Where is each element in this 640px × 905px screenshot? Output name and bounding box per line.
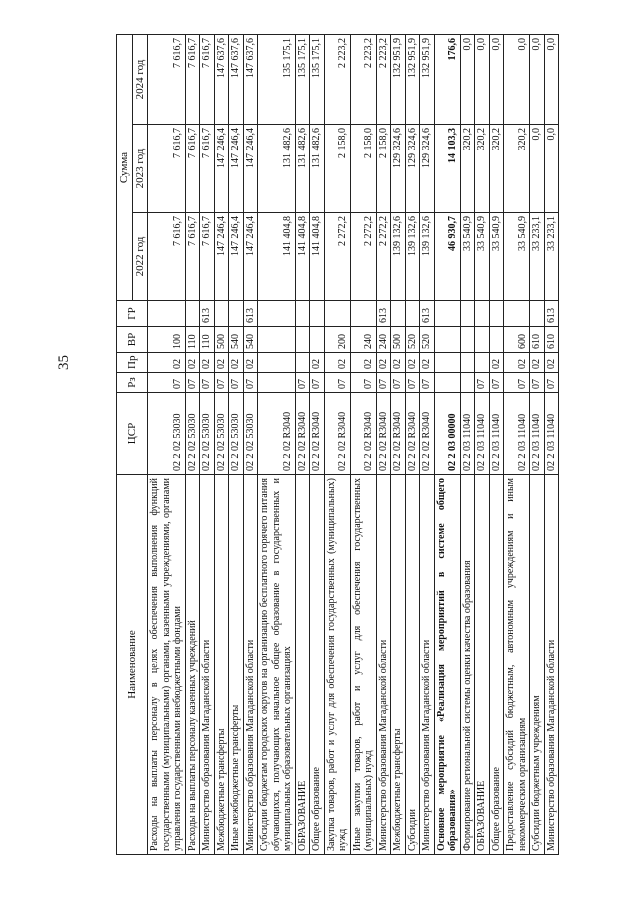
cell-gr xyxy=(405,301,420,327)
cell-pr: 02 xyxy=(420,353,435,373)
cell-2023: 7 616,7 xyxy=(148,125,186,213)
cell-gr xyxy=(460,301,475,327)
cell-vr: 500 xyxy=(391,327,406,353)
cell-pr: 02 xyxy=(200,353,215,373)
cell-rz: 07 xyxy=(405,373,420,393)
cell-2022: 7 616,7 xyxy=(200,213,215,301)
cell-name: Субсидии бюджетным учреждениям xyxy=(530,475,545,855)
cell-csr: 02 2 03 11040 xyxy=(475,393,490,475)
cell-vr xyxy=(295,327,310,353)
cell-name: Субсидии бюджетам городских округов на организацию бесплатного горячего питания обучающихся, получающих начальное общее образование в государственных и муниципальных образовательных организациях xyxy=(258,475,296,855)
budget-table-container xyxy=(116,35,614,855)
cell-vr xyxy=(434,327,460,353)
cell-2023: 131 482,6 xyxy=(295,125,310,213)
cell-pr: 02 xyxy=(489,353,504,373)
cell-vr: 610 xyxy=(544,327,559,353)
page-number: 35 xyxy=(56,355,72,370)
cell-pr: 02 xyxy=(214,353,229,373)
cell-vr xyxy=(310,327,325,353)
cell-csr: 02 2 02 R3040 xyxy=(420,393,435,475)
table-row xyxy=(200,35,215,855)
cell-rz: 07 xyxy=(391,373,406,393)
cell-csr: 02 2 02 R3040 xyxy=(258,393,296,475)
cell-csr: 02 2 03 11040 xyxy=(530,393,545,475)
table-row xyxy=(475,35,490,855)
cell-2022: 141 404,8 xyxy=(295,213,310,301)
cell-csr: 02 2 02 R3040 xyxy=(376,393,391,475)
cell-2024: 135 175,1 xyxy=(258,35,296,125)
cell-name: Межбюджетные трансферты xyxy=(214,475,229,855)
cell-pr: 02 xyxy=(530,353,545,373)
cell-rz: 07 xyxy=(350,373,376,393)
table-row xyxy=(489,35,504,855)
cell-pr xyxy=(258,353,296,373)
cell-csr: 02 2 03 00000 xyxy=(434,393,460,475)
cell-rz: 07 xyxy=(200,373,215,393)
cell-rz: 07 xyxy=(376,373,391,393)
cell-vr: 200 xyxy=(324,327,350,353)
cell-csr: 02 2 03 11040 xyxy=(489,393,504,475)
cell-2022: 147 246,4 xyxy=(243,213,258,301)
cell-2024: 176,6 xyxy=(434,35,460,125)
cell-name: Основное мероприятие «Реализация мероприятий в системе общего образования» xyxy=(434,475,460,855)
cell-rz: 07 xyxy=(489,373,504,393)
cell-2023: 147 246,4 xyxy=(243,125,258,213)
cell-csr: 02 2 02 R3040 xyxy=(391,393,406,475)
cell-pr: 02 xyxy=(148,353,186,373)
cell-csr: 02 2 03 11040 xyxy=(504,393,530,475)
header-sum: Сумма xyxy=(117,35,133,301)
cell-2022: 2 272,2 xyxy=(350,213,376,301)
header-name: Наименование xyxy=(117,475,148,855)
cell-vr xyxy=(475,327,490,353)
table-row xyxy=(214,35,229,855)
cell-2024: 0,0 xyxy=(530,35,545,125)
cell-2022: 147 246,4 xyxy=(229,213,244,301)
cell-vr: 100 xyxy=(148,327,186,353)
cell-gr xyxy=(229,301,244,327)
cell-name: Иные закупки товаров, работ и услуг для обеспечения государственных (муниципальных) нужд xyxy=(350,475,376,855)
cell-2022: 33 233,1 xyxy=(544,213,559,301)
cell-name: Министерство образования Магаданской области xyxy=(376,475,391,855)
cell-gr xyxy=(475,301,490,327)
cell-rz: 07 xyxy=(185,373,200,393)
cell-vr: 520 xyxy=(405,327,420,353)
cell-name: Формирование региональной системы оценки качества образования xyxy=(460,475,475,855)
cell-2023: 147 246,4 xyxy=(229,125,244,213)
cell-2022: 46 930,7 xyxy=(434,213,460,301)
table-row xyxy=(405,35,420,855)
cell-gr xyxy=(434,301,460,327)
cell-2023: 2 158,0 xyxy=(324,125,350,213)
table-row xyxy=(148,35,186,855)
header-rz: Рз xyxy=(117,373,148,393)
table-row xyxy=(350,35,376,855)
table-row xyxy=(530,35,545,855)
cell-rz: 07 xyxy=(420,373,435,393)
cell-csr: 02 2 02 R3040 xyxy=(310,393,325,475)
cell-vr: 540 xyxy=(229,327,244,353)
cell-vr: 110 xyxy=(200,327,215,353)
cell-2023: 2 158,0 xyxy=(350,125,376,213)
cell-2022: 33 540,9 xyxy=(504,213,530,301)
table-row xyxy=(376,35,391,855)
cell-2024: 0,0 xyxy=(489,35,504,125)
cell-2022: 33 540,9 xyxy=(475,213,490,301)
cell-2022: 7 616,7 xyxy=(185,213,200,301)
cell-csr: 02 2 02 53030 xyxy=(200,393,215,475)
cell-csr: 02 2 02 53030 xyxy=(214,393,229,475)
cell-vr: 610 xyxy=(530,327,545,353)
budget-table xyxy=(116,34,559,855)
cell-csr: 02 2 02 R3040 xyxy=(350,393,376,475)
cell-pr: 02 xyxy=(405,353,420,373)
table-row xyxy=(420,35,435,855)
cell-rz: 07 xyxy=(214,373,229,393)
cell-2022: 147 246,4 xyxy=(214,213,229,301)
cell-pr: 02 xyxy=(376,353,391,373)
cell-2024: 135 175,1 xyxy=(310,35,325,125)
table-row xyxy=(258,35,296,855)
header-year-2023: 2023 год xyxy=(132,125,148,213)
header-csr: ЦСР xyxy=(117,393,148,475)
cell-rz: 07 xyxy=(544,373,559,393)
cell-2024: 0,0 xyxy=(504,35,530,125)
cell-rz: 07 xyxy=(504,373,530,393)
table-body xyxy=(148,35,559,855)
cell-2024: 2 223,2 xyxy=(350,35,376,125)
cell-2023: 129 324,6 xyxy=(391,125,406,213)
cell-vr: 600 xyxy=(504,327,530,353)
table-row xyxy=(295,35,310,855)
cell-gr xyxy=(295,301,310,327)
cell-2022: 139 132,6 xyxy=(391,213,406,301)
cell-name: ОБРАЗОВАНИЕ xyxy=(295,475,310,855)
cell-csr: 02 2 02 R3040 xyxy=(324,393,350,475)
cell-rz xyxy=(258,373,296,393)
cell-pr xyxy=(434,353,460,373)
cell-pr xyxy=(295,353,310,373)
cell-name: Межбюджетные трансферты xyxy=(391,475,406,855)
cell-gr xyxy=(530,301,545,327)
cell-2022: 141 404,8 xyxy=(258,213,296,301)
cell-2024: 7 616,7 xyxy=(185,35,200,125)
cell-csr: 02 2 03 11040 xyxy=(544,393,559,475)
cell-rz xyxy=(434,373,460,393)
table-row xyxy=(310,35,325,855)
cell-2024: 0,0 xyxy=(460,35,475,125)
cell-vr: 520 xyxy=(420,327,435,353)
cell-pr: 02 xyxy=(243,353,258,373)
cell-csr: 02 2 03 11040 xyxy=(460,393,475,475)
cell-2023: 131 482,6 xyxy=(310,125,325,213)
table-row xyxy=(185,35,200,855)
cell-vr: 500 xyxy=(214,327,229,353)
cell-rz: 07 xyxy=(229,373,244,393)
cell-2022: 7 616,7 xyxy=(148,213,186,301)
table-row xyxy=(544,35,559,855)
cell-2024: 7 616,7 xyxy=(148,35,186,125)
cell-vr xyxy=(489,327,504,353)
table-row xyxy=(324,35,350,855)
cell-gr xyxy=(310,301,325,327)
cell-2022: 2 272,2 xyxy=(324,213,350,301)
cell-2024: 132 951,9 xyxy=(391,35,406,125)
cell-2024: 0,0 xyxy=(544,35,559,125)
header-pr: Пр xyxy=(117,353,148,373)
cell-2022: 139 132,6 xyxy=(405,213,420,301)
cell-vr: 110 xyxy=(185,327,200,353)
cell-2024: 147 637,6 xyxy=(214,35,229,125)
cell-2024: 147 637,6 xyxy=(229,35,244,125)
cell-rz: 07 xyxy=(324,373,350,393)
cell-name: Министерство образования Магаданской области xyxy=(544,475,559,855)
cell-csr: 02 2 02 53030 xyxy=(229,393,244,475)
cell-2023: 7 616,7 xyxy=(200,125,215,213)
cell-csr: 02 2 02 R3040 xyxy=(405,393,420,475)
cell-2023: 320,2 xyxy=(504,125,530,213)
cell-vr: 540 xyxy=(243,327,258,353)
cell-gr: 613 xyxy=(376,301,391,327)
cell-2023: 129 324,6 xyxy=(420,125,435,213)
table-row xyxy=(391,35,406,855)
cell-gr: 613 xyxy=(200,301,215,327)
cell-gr xyxy=(324,301,350,327)
cell-csr: 02 2 02 53030 xyxy=(185,393,200,475)
cell-2024: 2 223,2 xyxy=(324,35,350,125)
cell-2024: 2 223,2 xyxy=(376,35,391,125)
header-year-2022: 2022 год xyxy=(132,213,148,301)
cell-name: Предоставление субсидий бюджетным, автономным учреждениям и иным некоммерческим организациям xyxy=(504,475,530,855)
table-row xyxy=(434,35,460,855)
cell-vr xyxy=(258,327,296,353)
cell-name: Иные межбюджетные трансферты xyxy=(229,475,244,855)
cell-vr: 240 xyxy=(350,327,376,353)
cell-2024: 0,0 xyxy=(475,35,490,125)
cell-2023: 131 482,6 xyxy=(258,125,296,213)
cell-gr: 613 xyxy=(243,301,258,327)
cell-pr: 02 xyxy=(391,353,406,373)
cell-vr: 240 xyxy=(376,327,391,353)
cell-2023: 320,2 xyxy=(489,125,504,213)
cell-2023: 2 158,0 xyxy=(376,125,391,213)
header-year-2024: 2024 год xyxy=(132,35,148,125)
cell-pr: 02 xyxy=(504,353,530,373)
cell-rz: 07 xyxy=(530,373,545,393)
header-vr: ВР xyxy=(117,327,148,353)
cell-2024: 132 951,9 xyxy=(420,35,435,125)
cell-gr xyxy=(214,301,229,327)
table-row xyxy=(229,35,244,855)
cell-rz xyxy=(460,373,475,393)
cell-csr: 02 2 02 53030 xyxy=(148,393,186,475)
cell-pr xyxy=(460,353,475,373)
cell-2023: 147 246,4 xyxy=(214,125,229,213)
cell-2024: 132 951,9 xyxy=(405,35,420,125)
cell-rz: 07 xyxy=(243,373,258,393)
cell-2024: 7 616,7 xyxy=(200,35,215,125)
table-row xyxy=(460,35,475,855)
cell-pr: 02 xyxy=(229,353,244,373)
cell-name: Субсидии xyxy=(405,475,420,855)
cell-2022: 141 404,8 xyxy=(310,213,325,301)
cell-pr xyxy=(475,353,490,373)
cell-2022: 33 233,1 xyxy=(530,213,545,301)
cell-name: Закупка товаров, работ и услуг для обеспечения государственных (муниципальных) нужд xyxy=(324,475,350,855)
cell-2023: 320,2 xyxy=(475,125,490,213)
cell-pr: 02 xyxy=(310,353,325,373)
cell-name: Расходы на выплаты персоналу казенных учреждений xyxy=(185,475,200,855)
cell-name: Общее образование xyxy=(489,475,504,855)
cell-gr xyxy=(148,301,186,327)
cell-2023: 320,2 xyxy=(460,125,475,213)
cell-gr xyxy=(258,301,296,327)
cell-csr: 02 2 02 R3040 xyxy=(295,393,310,475)
cell-gr: 613 xyxy=(544,301,559,327)
cell-rz: 07 xyxy=(295,373,310,393)
cell-gr xyxy=(391,301,406,327)
cell-pr: 02 xyxy=(185,353,200,373)
cell-rz: 07 xyxy=(310,373,325,393)
cell-gr xyxy=(489,301,504,327)
cell-pr: 02 xyxy=(544,353,559,373)
cell-name: Министерство образования Магаданской области xyxy=(243,475,258,855)
cell-2022: 33 540,9 xyxy=(489,213,504,301)
cell-rz: 07 xyxy=(475,373,490,393)
cell-pr: 02 xyxy=(350,353,376,373)
table-row xyxy=(243,35,258,855)
cell-2023: 0,0 xyxy=(544,125,559,213)
cell-name: Министерство образования Магаданской области xyxy=(420,475,435,855)
cell-vr xyxy=(460,327,475,353)
cell-2022: 2 272,2 xyxy=(376,213,391,301)
cell-2022: 33 540,9 xyxy=(460,213,475,301)
cell-2023: 0,0 xyxy=(530,125,545,213)
cell-csr: 02 2 02 53030 xyxy=(243,393,258,475)
header-gr: ГР xyxy=(117,301,148,327)
cell-2024: 147 637,6 xyxy=(243,35,258,125)
cell-gr xyxy=(350,301,376,327)
cell-pr: 02 xyxy=(324,353,350,373)
table-row xyxy=(504,35,530,855)
cell-name: Расходы на выплаты персоналу в целях обеспечения выполнения функций государственными (муниципальными) органами, казенными учреждениями, органами управления государственными внебюджетными фондами xyxy=(148,475,186,855)
cell-gr xyxy=(504,301,530,327)
cell-2023: 7 616,7 xyxy=(185,125,200,213)
cell-rz: 07 xyxy=(148,373,186,393)
cell-2023: 14 103,3 xyxy=(434,125,460,213)
cell-name: Министерство образования Магаданской области xyxy=(200,475,215,855)
cell-2022: 139 132,6 xyxy=(420,213,435,301)
cell-name: Общее образование xyxy=(310,475,325,855)
cell-gr: 613 xyxy=(420,301,435,327)
cell-name: ОБРАЗОВАНИЕ xyxy=(475,475,490,855)
cell-gr xyxy=(185,301,200,327)
cell-2024: 135 175,1 xyxy=(295,35,310,125)
cell-2023: 129 324,6 xyxy=(405,125,420,213)
